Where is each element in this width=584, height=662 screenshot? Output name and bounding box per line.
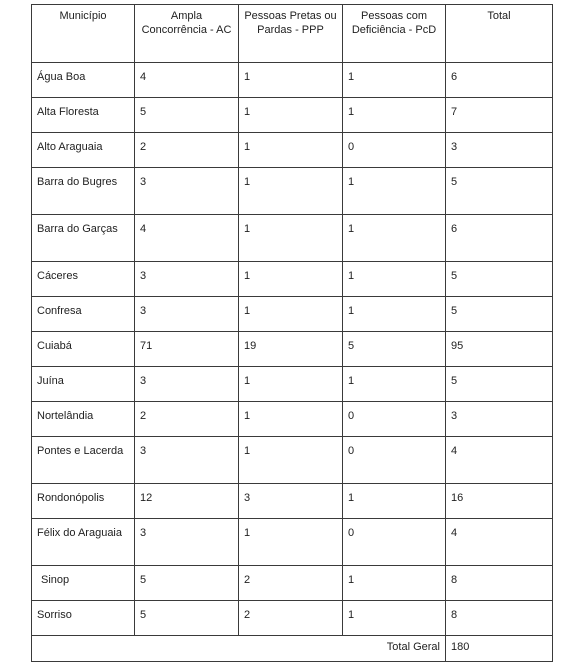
cell-pcd: 0	[343, 437, 446, 484]
cell-municipio: Barra do Bugres	[32, 168, 135, 215]
cell-ac: 2	[135, 402, 239, 437]
cell-municipio: Cáceres	[32, 262, 135, 297]
cell-total: 16	[446, 484, 553, 519]
table-row	[32, 437, 553, 484]
table-row	[32, 168, 553, 215]
header-total: Total	[446, 5, 553, 63]
cell-ac: 2	[135, 133, 239, 168]
header-municipio: Município	[32, 5, 135, 63]
total-row	[32, 636, 553, 662]
table-row	[32, 601, 553, 636]
cell-ac: 3	[135, 297, 239, 332]
cell-pcd: 1	[343, 215, 446, 262]
table-row	[32, 262, 553, 297]
cell-ppp: 1	[239, 63, 343, 98]
table-row	[32, 98, 553, 133]
cell-municipio: Félix do Araguaia	[32, 519, 135, 566]
cell-municipio: Água Boa	[32, 63, 135, 98]
cell-total: 5	[446, 297, 553, 332]
cell-ppp: 2	[239, 566, 343, 601]
cell-total: 7	[446, 98, 553, 133]
cell-total: 3	[446, 133, 553, 168]
cell-municipio: Cuiabá	[32, 332, 135, 367]
cell-ppp: 1	[239, 519, 343, 566]
cell-total: 5	[446, 367, 553, 402]
table-row	[32, 402, 553, 437]
header-pessoas-pretas-pardas: Pessoas Pretas ou Pardas - PPP	[239, 5, 343, 63]
cell-pcd: 1	[343, 601, 446, 636]
cell-pcd: 1	[343, 367, 446, 402]
cell-pcd: 1	[343, 297, 446, 332]
cell-ac: 5	[135, 601, 239, 636]
cell-pcd: 1	[343, 262, 446, 297]
cell-pcd: 1	[343, 98, 446, 133]
table-row	[32, 332, 553, 367]
cell-ac: 3	[135, 519, 239, 566]
cell-ppp: 1	[239, 133, 343, 168]
cell-total: 4	[446, 519, 553, 566]
cell-total: 8	[446, 601, 553, 636]
cell-ac: 12	[135, 484, 239, 519]
cell-ppp: 1	[239, 437, 343, 484]
cell-ac: 3	[135, 367, 239, 402]
table-row	[32, 297, 553, 332]
cell-ac: 4	[135, 215, 239, 262]
table-row	[32, 367, 553, 402]
cell-pcd: 1	[343, 168, 446, 215]
header-ampla-concorrencia: Ampla Concorrência - AC	[135, 5, 239, 63]
cell-ac: 71	[135, 332, 239, 367]
table-body	[32, 63, 553, 636]
cell-pcd: 0	[343, 402, 446, 437]
total-geral-label: Total Geral	[32, 636, 446, 662]
cell-pcd: 1	[343, 484, 446, 519]
cell-pcd: 5	[343, 332, 446, 367]
cell-ac: 4	[135, 63, 239, 98]
cell-ppp: 2	[239, 601, 343, 636]
cell-total: 6	[446, 215, 553, 262]
table-footer	[32, 636, 553, 662]
cell-total: 5	[446, 262, 553, 297]
cell-total: 5	[446, 168, 553, 215]
cell-municipio: Sinop	[32, 566, 135, 601]
cell-total: 95	[446, 332, 553, 367]
cell-ac: 3	[135, 437, 239, 484]
cell-pcd: 0	[343, 519, 446, 566]
cell-ppp: 3	[239, 484, 343, 519]
cell-ac: 3	[135, 168, 239, 215]
cell-pcd: 0	[343, 133, 446, 168]
cell-municipio: Rondonópolis	[32, 484, 135, 519]
cell-municipio: Pontes e Lacerda	[32, 437, 135, 484]
cell-ppp: 19	[239, 332, 343, 367]
total-geral-value: 180	[446, 636, 553, 662]
cell-ppp: 1	[239, 215, 343, 262]
cell-pcd: 1	[343, 63, 446, 98]
cell-municipio: Juína	[32, 367, 135, 402]
cell-ppp: 1	[239, 297, 343, 332]
header-pessoas-deficiencia: Pessoas com Deficiência - PcD	[343, 5, 446, 63]
cell-ac: 5	[135, 566, 239, 601]
table-row	[32, 566, 553, 601]
cell-total: 4	[446, 437, 553, 484]
cell-ac: 5	[135, 98, 239, 133]
cell-municipio: Confresa	[32, 297, 135, 332]
cell-ppp: 1	[239, 367, 343, 402]
cell-total: 8	[446, 566, 553, 601]
cell-municipio: Nortelândia	[32, 402, 135, 437]
cell-ppp: 1	[239, 98, 343, 133]
cell-total: 3	[446, 402, 553, 437]
table-row	[32, 63, 553, 98]
cell-ac: 3	[135, 262, 239, 297]
cell-municipio: Alto Araguaia	[32, 133, 135, 168]
cell-municipio: Alta Floresta	[32, 98, 135, 133]
table-row	[32, 519, 553, 566]
cell-municipio: Barra do Garças	[32, 215, 135, 262]
header-row	[32, 5, 553, 63]
table-row	[32, 133, 553, 168]
cell-total: 6	[446, 63, 553, 98]
table-header	[32, 5, 553, 63]
cell-ppp: 1	[239, 402, 343, 437]
table-row	[32, 215, 553, 262]
vacancies-table	[31, 4, 553, 662]
table-row	[32, 484, 553, 519]
cell-ppp: 1	[239, 262, 343, 297]
cell-municipio: Sorriso	[32, 601, 135, 636]
cell-pcd: 1	[343, 566, 446, 601]
cell-ppp: 1	[239, 168, 343, 215]
